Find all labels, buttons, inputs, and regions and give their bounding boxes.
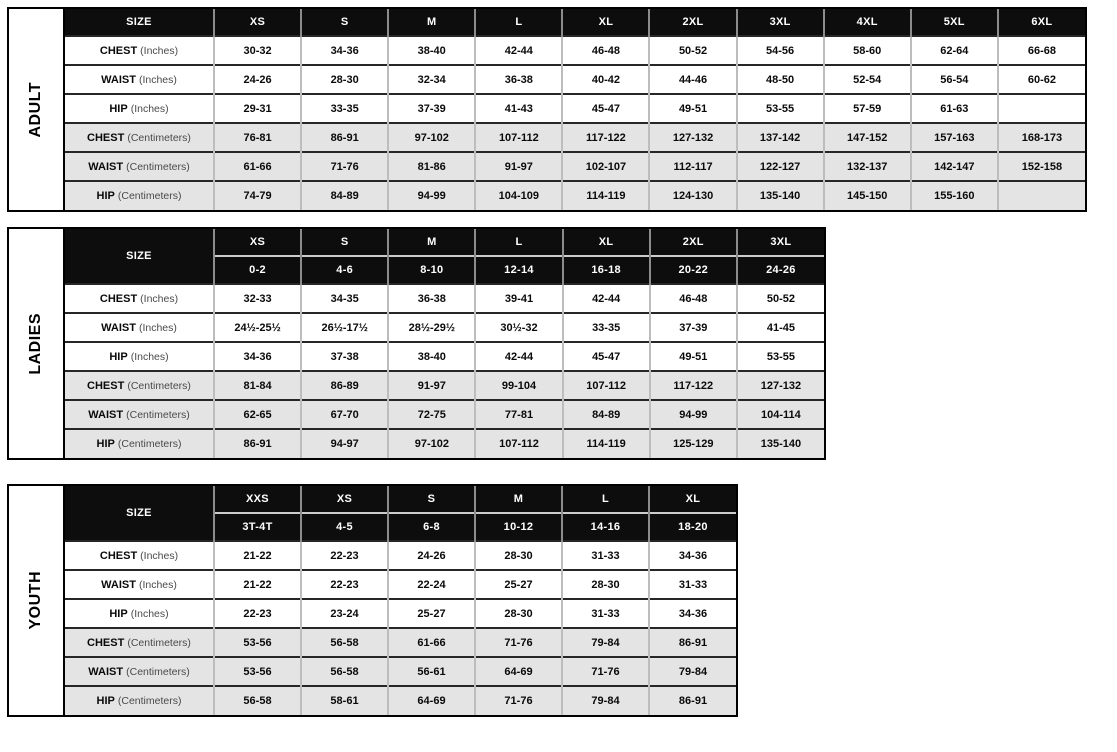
size-value-cell: 45-47 [563,342,650,371]
size-value-cell: 168-173 [998,123,1085,152]
size-value-cell: 84-89 [301,181,388,210]
size-value-cell: 94-99 [388,181,475,210]
size-value-cell: 22-24 [388,570,475,599]
size-value-cell: 117-122 [650,371,737,400]
measurement-unit: (Inches) [140,549,179,562]
size-number-header: 4-5 [301,513,388,541]
size-number-header: 4-6 [301,256,388,284]
size-column-header: M [475,486,562,513]
measurement-row [65,599,736,628]
size-value-cell: 86-91 [649,686,736,715]
measurement-name: HIP [109,102,128,115]
size-column-header: S [301,229,388,256]
size-value-cell: 56-58 [214,686,301,715]
size-column-header: 3XL [737,229,824,256]
size-column-header: XL [562,9,649,36]
size-number-header: 6-8 [388,513,475,541]
size-value-cell: 86-91 [301,123,388,152]
size-value-cell: 135-140 [737,429,824,458]
size-value-cell: 122-127 [737,152,824,181]
size-value-cell: 49-51 [650,342,737,371]
measurement-label-cell [65,371,214,400]
measurement-name: WAIST [88,160,124,173]
size-column-header: L [562,486,649,513]
size-value-cell: 72-75 [388,400,475,429]
measurement-name: CHEST [87,131,125,144]
size-value-cell: 38-40 [388,36,475,65]
size-value-cell: 79-84 [649,657,736,686]
measurement-row [65,65,1085,94]
measurement-row [65,371,824,400]
size-value-cell: 94-97 [301,429,388,458]
measurement-unit: (Inches) [130,607,169,620]
size-value-cell: 31-33 [562,541,649,570]
size-value-cell: 42-44 [475,342,562,371]
size-value-cell: 91-97 [388,371,475,400]
size-value-cell: 132-137 [824,152,911,181]
size-table-adult [65,9,1085,210]
measurement-label-cell [65,686,214,715]
measurement-row [65,152,1085,181]
size-value-cell: 62-64 [911,36,998,65]
measurement-row [65,342,824,371]
size-number-header: 8-10 [388,256,475,284]
measurement-label-cell [65,181,214,210]
size-value-cell [998,181,1085,210]
measurement-row [65,686,736,715]
size-value-cell: 114-119 [563,429,650,458]
size-value-cell: 24½-25½ [214,313,301,342]
size-value-cell: 56-58 [301,628,388,657]
size-value-cell: 53-56 [214,628,301,657]
size-value-cell: 34-36 [649,599,736,628]
size-value-cell: 91-97 [475,152,562,181]
size-number-header: 18-20 [649,513,736,541]
measurement-name: CHEST [87,636,125,649]
size-column-header: L [475,229,562,256]
size-value-cell: 71-76 [475,628,562,657]
size-value-cell: 36-38 [475,65,562,94]
size-value-cell: 25-27 [388,599,475,628]
measurement-row [65,429,824,458]
size-column-header: M [388,9,475,36]
measurement-unit: (Centimeters) [126,408,190,421]
measurement-row [65,181,1085,210]
size-value-cell: 53-55 [737,94,824,123]
size-column-header: M [388,229,475,256]
measurement-name: WAIST [88,408,124,421]
size-value-cell: 76-81 [214,123,301,152]
measurement-unit: (Centimeters) [126,160,190,173]
size-column-header: XS [214,229,301,256]
measurement-unit: (Centimeters) [127,636,191,649]
size-value-cell: 22-23 [214,599,301,628]
size-value-cell: 56-54 [911,65,998,94]
size-value-cell: 36-38 [388,284,475,313]
measurement-label-cell [65,429,214,458]
size-column-header: XS [214,9,301,36]
size-column-header: XL [563,229,650,256]
size-value-cell: 34-36 [649,541,736,570]
size-value-cell: 81-86 [388,152,475,181]
size-value-cell: 30-32 [214,36,301,65]
measurement-label-cell [65,36,214,65]
size-value-cell: 97-102 [388,123,475,152]
size-value-cell: 74-79 [214,181,301,210]
size-value-cell: 28-30 [475,541,562,570]
measurement-label-cell [65,313,214,342]
measurement-name: HIP [109,607,128,620]
size-value-cell: 22-23 [301,541,388,570]
measurement-row [65,657,736,686]
size-value-cell: 107-112 [475,429,562,458]
size-value-cell: 60-62 [998,65,1085,94]
size-value-cell: 56-61 [388,657,475,686]
size-value-cell: 45-47 [562,94,649,123]
size-value-cell: 24-26 [388,541,475,570]
size-value-cell: 37-39 [650,313,737,342]
measurement-label-cell [65,123,214,152]
size-value-cell: 61-66 [388,628,475,657]
size-value-cell: 48-50 [737,65,824,94]
measurement-unit: (Centimeters) [127,379,191,392]
size-value-cell: 79-84 [562,628,649,657]
size-value-cell: 22-23 [301,570,388,599]
size-value-cell: 107-112 [475,123,562,152]
size-value-cell: 58-60 [824,36,911,65]
size-value-cell: 25-27 [475,570,562,599]
measurement-unit: (Centimeters) [117,190,182,202]
size-value-cell: 33-35 [301,94,388,123]
size-value-cell: 104-109 [475,181,562,210]
size-value-cell: 127-132 [649,123,736,152]
group-label: YOUTH [27,571,44,630]
size-value-cell: 28½-29½ [388,313,475,342]
size-column-header: XL [649,486,736,513]
group-label-cell [9,486,65,715]
size-value-cell: 44-46 [649,65,736,94]
size-value-cell: 32-34 [388,65,475,94]
size-header-cell: SIZE [65,9,214,36]
size-value-cell: 117-122 [562,123,649,152]
size-value-cell: 53-56 [214,657,301,686]
size-number-header: 16-18 [563,256,650,284]
measurement-row [65,570,736,599]
size-value-cell: 71-76 [562,657,649,686]
size-value-cell: 152-158 [998,152,1085,181]
measurement-unit: (Inches) [138,73,177,86]
size-value-cell: 56-58 [301,657,388,686]
size-value-cell: 71-76 [475,686,562,715]
size-column-header: XS [301,486,388,513]
size-value-cell: 32-33 [214,284,301,313]
measurement-label-cell [65,657,214,686]
size-value-cell: 49-51 [649,94,736,123]
size-value-cell: 77-81 [475,400,562,429]
measurement-unit: (Inches) [140,292,179,305]
measurement-name: HIP [96,695,115,707]
size-column-header: S [301,9,388,36]
measurement-row [65,628,736,657]
size-table-youth [65,486,736,715]
size-column-header: 6XL [998,9,1085,36]
size-value-cell: 145-150 [824,181,911,210]
size-value-cell: 46-48 [562,36,649,65]
size-value-cell: 104-114 [737,400,824,429]
size-value-cell: 86-89 [301,371,388,400]
measurement-unit: (Centimeters) [126,665,190,678]
size-column-header: L [475,9,562,36]
size-value-cell: 28-30 [475,599,562,628]
size-header-cell: SIZE [65,229,214,284]
size-value-cell [998,94,1085,123]
size-number-header: 0-2 [214,256,301,284]
size-value-cell: 67-70 [301,400,388,429]
size-header-cell: SIZE [65,486,214,541]
size-value-cell: 107-112 [563,371,650,400]
size-value-cell: 71-76 [301,152,388,181]
measurement-row [65,36,1085,65]
size-value-cell: 86-91 [649,628,736,657]
size-value-cell: 50-52 [649,36,736,65]
measurement-label-cell [65,570,214,599]
measurement-unit: (Centimeters) [117,695,182,707]
size-column-header: 2XL [649,9,736,36]
measurement-row [65,284,824,313]
size-number-header: 12-14 [475,256,562,284]
group-label-cell [9,229,65,458]
size-table-ladies [65,229,824,458]
size-value-cell: 24-26 [214,65,301,94]
measurement-name: HIP [109,350,128,363]
measurement-name: HIP [96,190,115,202]
size-value-cell: 64-69 [475,657,562,686]
size-value-cell: 94-99 [650,400,737,429]
size-column-header: 3XL [737,9,824,36]
measurement-name: CHEST [99,549,138,562]
size-column-header: XXS [214,486,301,513]
size-value-cell: 54-56 [737,36,824,65]
size-value-cell: 112-117 [649,152,736,181]
size-value-cell: 23-24 [301,599,388,628]
size-value-cell: 62-65 [214,400,301,429]
measurement-row [65,123,1085,152]
size-value-cell: 37-38 [301,342,388,371]
size-value-cell: 38-40 [388,342,475,371]
measurement-name: WAIST [101,73,136,86]
size-number-header: 20-22 [650,256,737,284]
group-label-cell [9,9,65,210]
measurement-row [65,400,824,429]
measurement-unit: (Centimeters) [117,438,182,450]
group-label: LADIES [27,312,44,375]
measurement-label-cell [65,342,214,371]
measurement-name: CHEST [99,292,138,305]
size-value-cell: 31-33 [562,599,649,628]
size-value-cell: 39-41 [475,284,562,313]
measurement-name: CHEST [87,379,125,392]
size-value-cell: 81-84 [214,371,301,400]
size-value-cell: 64-69 [388,686,475,715]
size-value-cell: 79-84 [562,686,649,715]
size-value-cell: 26½-17½ [301,313,388,342]
size-value-cell: 29-31 [214,94,301,123]
size-value-cell: 127-132 [737,371,824,400]
size-column-header: S [388,486,475,513]
size-number-header: 10-12 [475,513,562,541]
size-value-cell: 86-91 [214,429,301,458]
size-chart-adult [7,7,1087,212]
size-value-cell: 147-152 [824,123,911,152]
measurement-unit: (Inches) [130,350,169,363]
size-value-cell: 124-130 [649,181,736,210]
measurement-row [65,313,824,342]
size-chart-youth [7,484,738,717]
measurement-name: WAIST [101,321,136,334]
size-value-cell: 58-61 [301,686,388,715]
measurement-name: HIP [96,438,115,450]
group-label: ADULT [27,81,44,138]
measurement-unit: (Inches) [138,321,177,334]
measurement-unit: (Inches) [138,578,177,591]
size-value-cell: 42-44 [563,284,650,313]
size-column-header: 4XL [824,9,911,36]
size-value-cell: 137-142 [737,123,824,152]
size-value-cell: 157-163 [911,123,998,152]
size-value-cell: 34-36 [301,36,388,65]
size-value-cell: 41-45 [737,313,824,342]
size-value-cell: 66-68 [998,36,1085,65]
size-value-cell: 42-44 [475,36,562,65]
measurement-label-cell [65,628,214,657]
size-value-cell: 33-35 [563,313,650,342]
measurement-name: CHEST [99,44,138,57]
measurement-label-cell [65,65,214,94]
size-value-cell: 28-30 [301,65,388,94]
size-value-cell: 155-160 [911,181,998,210]
size-value-cell: 53-55 [737,342,824,371]
measurement-unit: (Centimeters) [127,131,191,144]
size-value-cell: 28-30 [562,570,649,599]
measurement-label-cell [65,152,214,181]
size-value-cell: 61-63 [911,94,998,123]
size-value-cell: 114-119 [562,181,649,210]
size-value-cell: 46-48 [650,284,737,313]
size-value-cell: 142-147 [911,152,998,181]
size-column-header: 2XL [650,229,737,256]
size-value-cell: 57-59 [824,94,911,123]
size-value-cell: 97-102 [388,429,475,458]
size-value-cell: 21-22 [214,570,301,599]
measurement-row [65,541,736,570]
measurement-label-cell [65,400,214,429]
measurement-label-cell [65,284,214,313]
size-value-cell: 125-129 [650,429,737,458]
size-value-cell: 41-43 [475,94,562,123]
measurement-label-cell [65,599,214,628]
size-value-cell: 34-36 [214,342,301,371]
size-value-cell: 40-42 [562,65,649,94]
measurement-label-cell [65,94,214,123]
size-value-cell: 61-66 [214,152,301,181]
measurement-row [65,94,1085,123]
measurement-name: WAIST [101,578,136,591]
size-chart-ladies [7,227,826,460]
measurement-name: WAIST [88,665,124,678]
size-value-cell: 84-89 [563,400,650,429]
size-value-cell: 21-22 [214,541,301,570]
size-number-header: 3T-4T [214,513,301,541]
size-value-cell: 52-54 [824,65,911,94]
size-value-cell: 34-35 [301,284,388,313]
size-column-header: 5XL [911,9,998,36]
size-value-cell: 31-33 [649,570,736,599]
size-number-header: 14-16 [562,513,649,541]
size-number-header: 24-26 [737,256,824,284]
size-value-cell: 50-52 [737,284,824,313]
measurement-unit: (Inches) [130,102,169,115]
size-value-cell: 135-140 [737,181,824,210]
size-value-cell: 102-107 [562,152,649,181]
size-value-cell: 30½-32 [475,313,562,342]
measurement-label-cell [65,541,214,570]
measurement-unit: (Inches) [140,44,179,57]
size-value-cell: 37-39 [388,94,475,123]
size-value-cell: 99-104 [475,371,562,400]
